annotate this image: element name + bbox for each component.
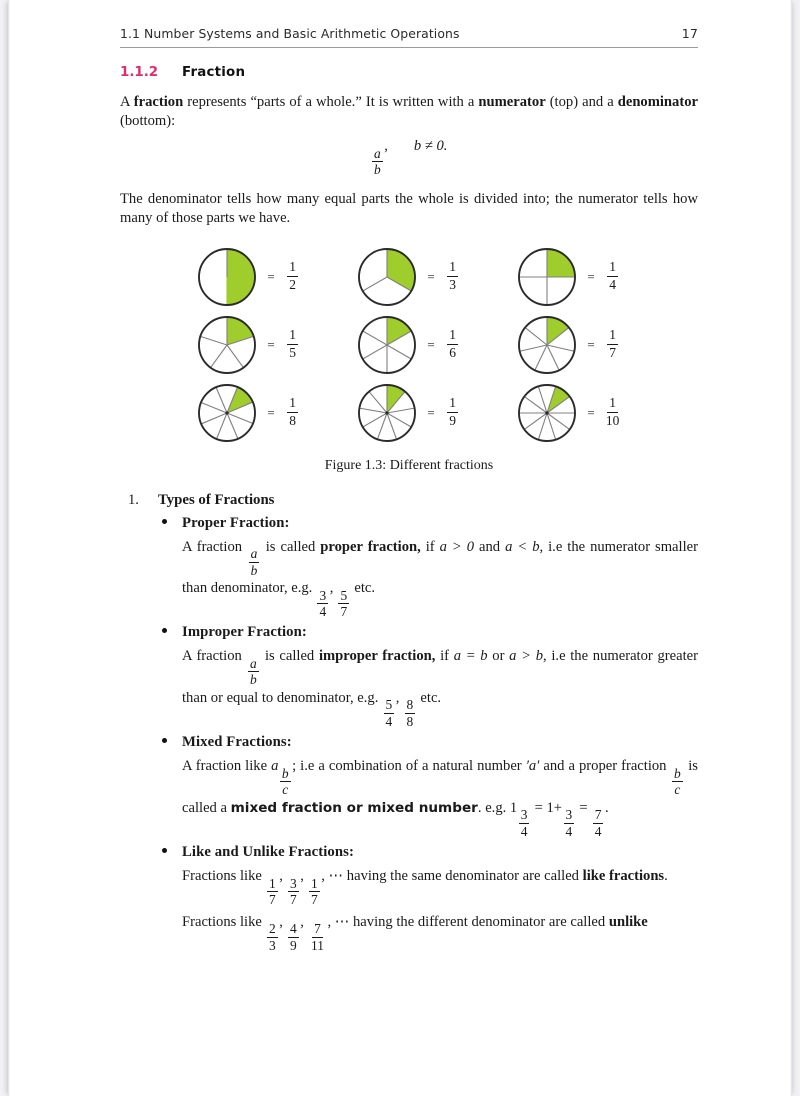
if-text-6: etc. xyxy=(416,689,442,706)
lf-f3-den: 7 xyxy=(311,892,318,908)
if-ex1-den: 4 xyxy=(385,713,393,729)
pie-spoke xyxy=(535,345,547,370)
fraction-denominator: 9 xyxy=(449,413,457,429)
proper-fraction-title: Proper Fraction: xyxy=(182,514,290,531)
uf-f2-num: 4 xyxy=(290,921,297,937)
mixed-fractions-title: Mixed Fractions: xyxy=(182,734,292,751)
mf-fraction-bc-2 xyxy=(672,767,683,797)
pie-one-fifth-label xyxy=(284,328,302,360)
fraction-numerator: 1 xyxy=(447,260,458,277)
pie-spoke xyxy=(363,277,387,291)
pie-one-third-label xyxy=(444,260,462,292)
lf-f2-den: 7 xyxy=(290,892,297,908)
pie-hub-dot xyxy=(226,411,229,414)
pie-spoke xyxy=(363,331,387,345)
pf-text-1: A fraction xyxy=(182,538,248,555)
lf-f3-num: 1 xyxy=(311,875,318,891)
equals-sign: = xyxy=(267,268,275,284)
if-text-1: A fraction xyxy=(182,648,247,665)
equation-condition: b ≠ 0. xyxy=(413,137,448,154)
pie-one-seventh-label xyxy=(604,328,622,360)
pie-one-seventh xyxy=(516,314,621,376)
pie-filled-sector xyxy=(387,317,411,345)
mf-eq-1: = 1+ xyxy=(530,799,562,816)
pie-one-fifth xyxy=(196,314,301,376)
pie-spoke xyxy=(547,413,556,440)
pie-one-quarter xyxy=(516,246,621,308)
intro-paragraph xyxy=(120,93,698,132)
bullet-dot-icon xyxy=(162,519,167,524)
pie-chart-grid xyxy=(169,246,649,444)
mf-text-1: A fraction like xyxy=(182,758,272,775)
equals-sign: = xyxy=(587,336,595,352)
list-item-proper-fraction xyxy=(158,515,698,619)
mf-text-2: ; i.e a combination of a natural number xyxy=(292,758,526,775)
pie-one-sixth xyxy=(356,314,461,376)
mf-num-2: b xyxy=(674,765,681,781)
uf-f3-num: 7 xyxy=(314,921,321,937)
pf-example-1 xyxy=(317,589,328,619)
if-ex2-den: 8 xyxy=(406,713,414,729)
equals-sign: = xyxy=(267,404,275,420)
uf-text-2: having the different denominator are called xyxy=(349,913,609,930)
types-of-fractions-list xyxy=(120,492,698,953)
pie-spoke xyxy=(539,413,548,440)
running-header-title: 1.1 Number Systems and Basic Arithmetic Operations xyxy=(120,26,460,41)
lf-frac-2 xyxy=(288,877,299,907)
mf-ex3-den: 4 xyxy=(520,823,528,839)
list-item-improper-fraction xyxy=(158,624,698,728)
uf-text-1: Fractions like xyxy=(182,913,266,930)
intro-text-2: represents “parts of a whole.” It is written with a xyxy=(183,94,479,110)
intro-text-1: A xyxy=(120,94,134,110)
uf-bold-label: unlike xyxy=(608,913,648,930)
uf-f1-num: 2 xyxy=(269,921,276,937)
lf-text-1: Fractions like xyxy=(182,868,266,885)
pie-spoke xyxy=(387,345,411,359)
mf-ex4-den: 4 xyxy=(565,823,573,839)
fraction-denominator: 2 xyxy=(289,277,297,293)
pie-filled-sector xyxy=(227,387,253,413)
mf-example-3-4 xyxy=(519,808,530,838)
like-unlike-title: Like and Unlike Fractions: xyxy=(182,844,354,861)
pie-spoke xyxy=(520,345,547,351)
section-heading xyxy=(120,65,698,80)
mf-ex5-num: 7 xyxy=(594,807,602,823)
pf-condition-1: a > 0 xyxy=(439,538,475,555)
mf-fraction-bc xyxy=(280,767,291,797)
mf-den: c xyxy=(282,782,289,798)
equals-sign: = xyxy=(587,268,595,284)
if-bold-label: improper fraction, xyxy=(318,648,436,665)
if-num: a xyxy=(250,656,257,671)
fraction-numerator: 1 xyxy=(287,260,298,277)
mf-text-6: . xyxy=(604,799,609,816)
uf-frac-3 xyxy=(309,922,326,952)
fraction-denominator: 10 xyxy=(605,413,620,429)
mf-num: b xyxy=(281,765,289,781)
intro-bold-numerator: numerator xyxy=(478,94,546,110)
pie-spoke xyxy=(387,413,411,427)
fraction-denominator: 7 xyxy=(609,345,617,361)
pie-one-fifth-svg xyxy=(196,314,258,376)
pf-bold-label: proper fraction, xyxy=(320,538,421,555)
pf-text-5: , i.e the numerator smaller than denominator, e.g. xyxy=(182,538,698,596)
mf-den-2: c xyxy=(674,782,681,798)
fraction-numerator: 1 xyxy=(287,328,298,345)
equation-numerator: a xyxy=(374,145,381,161)
pf-text-2: is called xyxy=(260,538,321,555)
pie-one-third-svg xyxy=(356,246,418,308)
pf-sep: , xyxy=(329,579,337,596)
explanation-paragraph: The denominator tells how many equal parts the whole is divided into; the numerator tells how many of those parts we have. xyxy=(120,190,698,227)
if-condition-1: a = b xyxy=(453,648,488,665)
mf-eq-2: = xyxy=(575,799,592,816)
lf-ellipsis: , ⋯ xyxy=(321,868,344,885)
fraction-denominator: 5 xyxy=(289,345,297,361)
fraction-numerator: 1 xyxy=(287,396,298,413)
lf-f1-num: 1 xyxy=(269,875,276,891)
page-content xyxy=(120,26,698,952)
lf-frac-1 xyxy=(267,877,278,907)
pie-one-tenth-svg xyxy=(516,382,578,444)
document-page xyxy=(8,0,792,1096)
mf-example-7-4 xyxy=(593,808,604,838)
mf-quoted-a: ′a′ xyxy=(525,758,540,775)
pie-spoke xyxy=(363,413,387,427)
uf-frac-2 xyxy=(288,922,299,952)
mixed-fractions-body xyxy=(182,755,698,838)
lf-sep-2: , xyxy=(300,868,308,885)
pie-spoke xyxy=(539,386,548,413)
intro-text-4: (bottom): xyxy=(120,113,176,130)
fraction-numerator: 1 xyxy=(607,328,618,345)
mf-natural-a: a xyxy=(271,758,279,775)
pf-ex2-num: 5 xyxy=(340,587,348,603)
fraction-denominator: 4 xyxy=(609,277,617,293)
uf-sep-2: , xyxy=(300,913,308,930)
pie-spoke xyxy=(525,413,548,429)
types-title: Types of Fractions xyxy=(158,491,275,508)
list-marker: 1. xyxy=(128,491,139,508)
if-sep: , xyxy=(395,689,404,706)
lf-f2-num: 3 xyxy=(290,875,297,891)
mf-bold-label: mixed fraction or mixed number xyxy=(230,799,478,816)
pie-spoke xyxy=(525,396,548,412)
pie-one-ninth-label xyxy=(444,396,462,428)
if-den: b xyxy=(250,672,257,688)
equals-sign: = xyxy=(587,404,595,420)
pie-spoke xyxy=(363,345,387,359)
list-item-types xyxy=(120,492,698,953)
pie-one-sixth-svg xyxy=(356,314,418,376)
pf-fraction-ab xyxy=(249,547,260,577)
pf-text-3: if xyxy=(420,538,440,555)
equation-denominator: b xyxy=(374,162,381,178)
pf-num: a xyxy=(250,546,258,562)
mf-text-5: . e.g. xyxy=(477,799,510,816)
pie-one-eighth-svg xyxy=(196,382,258,444)
pie-one-half-svg xyxy=(196,246,258,308)
pie-spoke xyxy=(227,345,243,368)
mf-ex3-num: 3 xyxy=(520,807,528,823)
pie-spoke xyxy=(525,327,547,344)
if-ex1-num: 5 xyxy=(385,697,393,713)
display-equation xyxy=(120,138,698,177)
lf-text-3: . xyxy=(664,868,668,885)
lf-f1-den: 7 xyxy=(269,892,276,908)
mf-text-4: is called a xyxy=(182,758,698,816)
list-item-mixed-fractions xyxy=(158,734,698,838)
uf-f3-den: 11 xyxy=(311,937,324,953)
pf-example-2 xyxy=(338,589,349,619)
equals-sign: = xyxy=(427,268,435,284)
mf-ex5-den: 4 xyxy=(594,823,602,839)
mf-whole-one: 1 xyxy=(509,799,518,816)
list-item-like-unlike-fractions xyxy=(158,844,698,952)
mf-ex4-num: 3 xyxy=(565,807,573,823)
pie-spoke xyxy=(211,345,227,368)
lf-sep-1: , xyxy=(279,868,287,885)
pie-hub-dot xyxy=(546,411,549,414)
bullet-dot-icon xyxy=(162,628,167,633)
equation-fraction xyxy=(372,147,383,177)
if-condition-2: a > b xyxy=(509,648,544,665)
section-number: 1.1.2 xyxy=(120,65,159,80)
if-fraction-ab xyxy=(248,657,259,687)
pf-condition-2: a < b xyxy=(505,538,540,555)
pie-filled-sector xyxy=(227,249,255,305)
pie-filled-sector xyxy=(547,317,569,345)
section-title: Fraction xyxy=(182,65,246,80)
fraction-denominator: 3 xyxy=(449,277,457,293)
fractions-figure xyxy=(120,246,698,474)
uf-f2-den: 9 xyxy=(290,937,297,953)
mf-example-3-4b xyxy=(564,808,575,838)
pf-text-6: etc. xyxy=(350,579,376,596)
figure-caption: Figure 1.3: Different fractions xyxy=(324,457,494,473)
pie-spoke xyxy=(547,345,559,370)
if-text-4: or xyxy=(487,648,510,665)
running-header xyxy=(120,26,698,48)
proper-fraction-body xyxy=(182,536,698,619)
intro-text-3: (top) and a xyxy=(545,94,618,110)
equation-comma: , xyxy=(384,137,388,154)
pie-one-ninth xyxy=(356,382,461,444)
pf-ex1-den: 4 xyxy=(319,603,327,619)
pie-one-quarter-svg xyxy=(516,246,578,308)
fraction-numerator: 1 xyxy=(447,396,458,413)
bullet-dot-icon xyxy=(162,738,167,743)
uf-frac-1 xyxy=(267,922,278,952)
fraction-numerator: 1 xyxy=(607,260,618,277)
uf-ellipsis: , ⋯ xyxy=(327,913,350,930)
if-example-2 xyxy=(405,698,416,728)
pie-one-half xyxy=(196,246,301,308)
pie-one-ninth-svg xyxy=(356,382,418,444)
pie-one-quarter-label xyxy=(604,260,622,292)
lf-frac-3 xyxy=(309,877,320,907)
pie-one-eighth-label xyxy=(284,396,302,428)
pie-one-half-label xyxy=(284,260,302,292)
page-number: 17 xyxy=(681,26,698,41)
pf-text-4: and xyxy=(474,538,506,555)
uf-sep-1: , xyxy=(279,913,287,930)
pie-one-third xyxy=(356,246,461,308)
pie-one-tenth-label xyxy=(604,396,622,428)
fraction-numerator: 1 xyxy=(447,328,458,345)
fraction-types-sublist xyxy=(158,515,698,953)
pie-spoke xyxy=(201,336,228,345)
fraction-denominator: 6 xyxy=(449,345,457,361)
equals-sign: = xyxy=(427,404,435,420)
unlike-fractions-body xyxy=(182,911,698,952)
if-text-3: if xyxy=(435,648,454,665)
lf-text-2: having the same denominator are called xyxy=(343,868,583,885)
pie-one-tenth xyxy=(516,382,621,444)
bullet-dot-icon xyxy=(162,848,167,853)
if-text-2: is called xyxy=(260,648,319,665)
pie-one-seventh-svg xyxy=(516,314,578,376)
intro-bold-fraction: fraction xyxy=(133,94,184,110)
if-ex2-num: 8 xyxy=(406,697,414,713)
if-example-1 xyxy=(384,698,395,728)
pie-spoke xyxy=(547,345,574,351)
pie-spoke xyxy=(387,413,397,439)
pie-one-eighth xyxy=(196,382,301,444)
pie-spoke xyxy=(378,413,388,439)
pf-ex2-den: 7 xyxy=(340,603,348,619)
like-fractions-body xyxy=(182,865,698,906)
uf-f1-den: 3 xyxy=(269,937,276,953)
improper-fraction-title: Improper Fraction: xyxy=(182,624,307,641)
equals-sign: = xyxy=(267,336,275,352)
lf-bold-label: like fractions xyxy=(582,868,665,885)
pie-spoke xyxy=(547,413,570,429)
improper-fraction-body xyxy=(182,645,698,728)
pie-one-sixth-label xyxy=(444,328,462,360)
equals-sign: = xyxy=(427,336,435,352)
mf-text-3: and a proper fraction xyxy=(539,758,671,775)
pie-hub-dot xyxy=(386,411,389,414)
pf-den: b xyxy=(250,562,258,578)
intro-bold-denominator: denominator xyxy=(617,94,698,110)
if-text-5: , i.e the numerator greater than or equal to denominator, e.g. xyxy=(182,648,698,706)
fraction-denominator: 8 xyxy=(289,413,297,429)
pf-ex1-num: 3 xyxy=(319,587,327,603)
fraction-numerator: 1 xyxy=(607,396,618,413)
